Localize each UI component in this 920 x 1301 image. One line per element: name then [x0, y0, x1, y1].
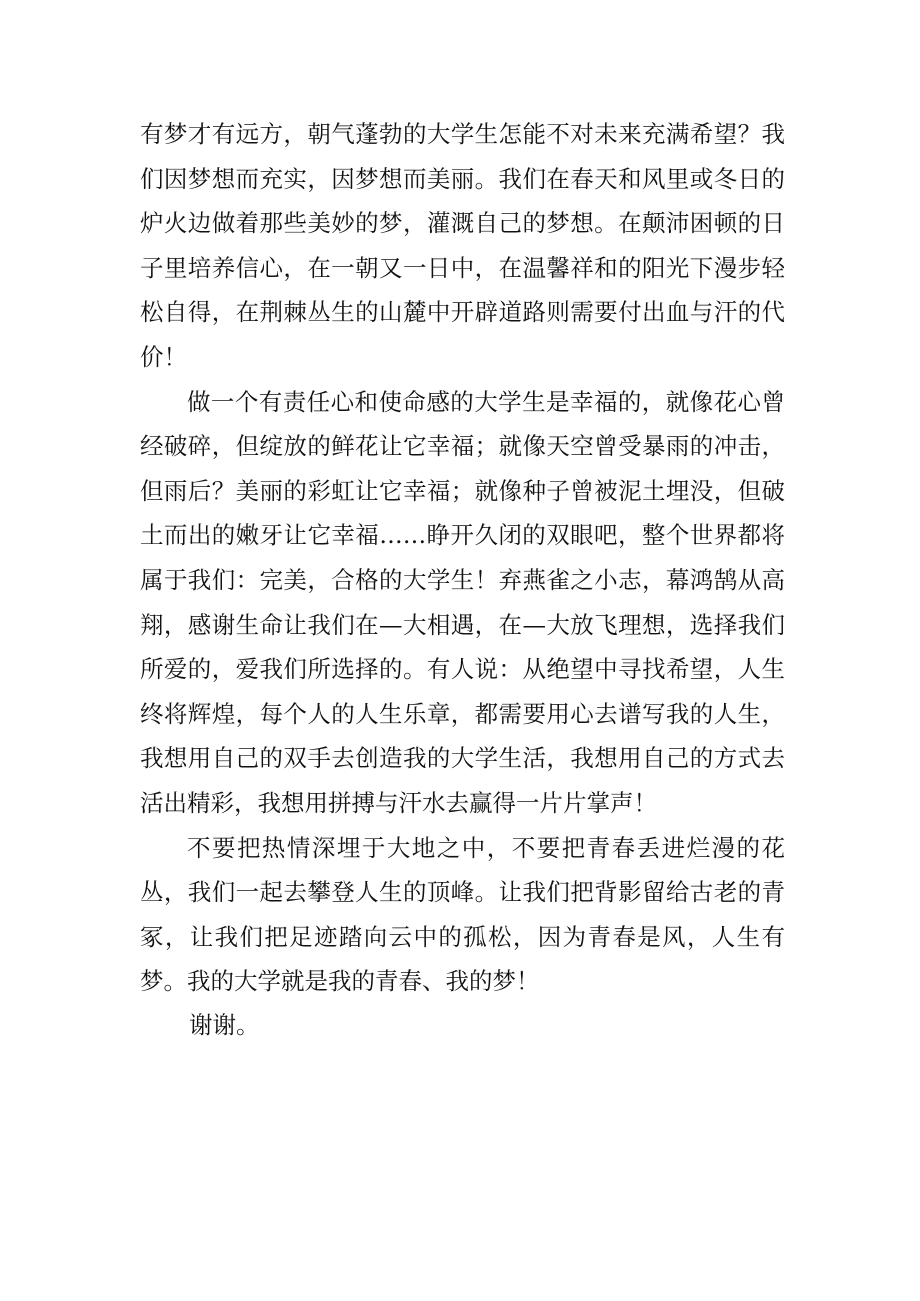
paragraph-1: 有梦才有远方，朝气蓬勃的大学生怎能不对未来充满希望？我们因梦想而充实，因梦想而美丽。我们在春天和风里或冬日的炉火边做着那些美妙的梦，灌溉自己的梦想。在颠沛困顿的日子里培养信心，在一朝又一日中，在温馨祥和的阳光下漫步轻松自得，在荆棘丛生的山麓中开辟道路则需要付出血与汗的代价！: [140, 120, 785, 371]
closing-remark: 谢谢。: [189, 1010, 260, 1039]
body-text: [140, 112, 785, 1046]
paragraph-3: 不要把热情深埋于大地之中，不要把青春丢进烂漫的花丛，我们一起去攀登人生的顶峰。让我们把背影留给古老的青冢，让我们把足迹踏向云中的孤松，因为青春是风，人生有梦。我的大学就是我的青春、我的梦！: [140, 833, 785, 996]
paragraph-2: 做一个有责任心和使命感的大学生是幸福的，就像花心曾经破碎，但绽放的鲜花让它幸福；就像天空曾受暴雨的冲击，但雨后？美丽的彩虹让它幸福；就像种子曾被泥土埋没，但破土而出的嫩牙让它幸福……睁开久闭的双眼吧，整个世界都将属于我们：完美，合格的大学生！弃燕雀之小志，幕鸿鹄从高翔，感谢生命让我们在—大相遇，在—大放飞理想，选择我们所爱的，爱我们所选择的。有人说：从绝望中寻找希望，人生终将辉煌，每个人的人生乐章，都需要用心去谱写我的人生，我想用自己的双手去创造我的大学生活，我想用自己的方式去活出精彩，我想用拼搏与汗水去赢得一片片掌声！: [140, 387, 785, 817]
